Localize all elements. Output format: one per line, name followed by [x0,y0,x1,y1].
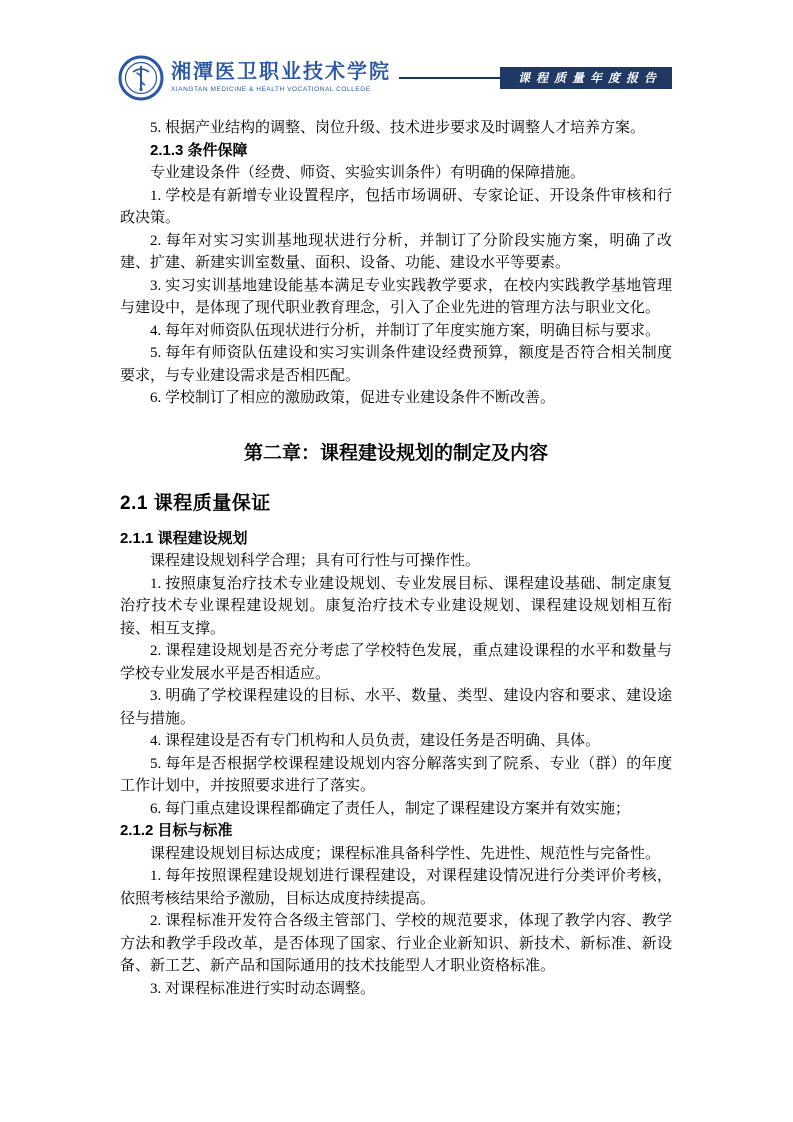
heading: 2.1 课程质量保证 [120,493,271,514]
paragraph: 课程建设规划目标达成度；课程标准具备科学性、先进性、规范性与完备性。 [150,845,661,862]
header-divider-line [399,77,500,79]
paragraph: 5. 每年有师资队伍建设和实习实训条件建设经费预算，额度是否符合相关制度要求，与专业建设需求是否相匹配。 [120,345,672,384]
paragraph: 2. 课程标准开发符合各级主管部门、学校的规范要求，体现了教学内容、教学方法和教学手段改革，是否体现了国家、行业企业新知识、新技术、新标准、新设备、新工艺、新产品和国际通用的技术技能型人才职业资格标准。 [120,913,672,974]
heading: 2.1.1 课程建设规划 [120,529,248,547]
college-logo-icon [118,55,164,101]
paragraph: 1. 按照康复治疗技术专业建设规划、专业发展目标、课程建设基础、制定康复治疗技术专业课程建设规划。康复治疗技术专业建设规划、课程建设规划相互衔接、相互支撑。 [120,575,672,637]
college-name-en: XIANGTAN MEDICINE & HEALTH VOCATIONAL COLLEGE [171,86,371,94]
heading: 2.1.3 条件保障 [150,141,248,159]
paragraph: 3. 对课程标准进行实时动态调整。 [150,980,376,997]
paragraph: 4. 每年对师资队伍现状进行分析，并制订了年度实施方案，明确目标与要求。 [150,322,661,339]
heading: 第二章：课程建设规划的制定及内容 [243,442,548,464]
paragraph: 专业建设条件（经费、师资、实验实训条件）有明确的保障措施。 [150,165,586,181]
page-header [118,55,672,101]
paragraph: 6. 每门重点建设课程都确定了责任人，制定了课程建设方案并有效实施； [150,800,631,817]
paragraph: 课程建设规划科学合理；具有可行性与可操作性。 [150,553,481,569]
paragraph: 1. 学校是有新增专业设置程序，包括市场调研、专家论证、开设条件审核和行政决策。 [120,187,672,226]
report-title-banner: 课程质量年度报告 [500,67,672,89]
paragraph: 5. 根据产业结构的调整、岗位升级、技术进步要求及时调整人才培养方案。 [150,120,646,136]
paragraph: 2. 课程建设规划是否充分考虑了学校特色发展，重点建设课程的水平和数量与学校专业发展水平是否相适应。 [120,643,672,682]
paragraph: 3. 实习实训基地建设能基本满足专业实践教学要求，在校内实践教学基地管理与建设中，是体现了现代职业教育理念，引入了企业先进的管理方法与职业文化。 [120,277,672,316]
paragraph: 3. 明确了学校课程建设的目标、水平、数量、类型、建设内容和要求、建设途径与措施。 [120,688,672,727]
heading: 2.1.2 目标与标准 [120,822,233,839]
paragraph: 6. 学校制订了相应的激励政策，促进专业建设条件不断改善。 [150,390,556,406]
college-name-zh: 湘潭医卫职业技术学院 [171,61,391,84]
paragraph: 1. 每年按照课程建设规划进行课程建设，对课程建设情况进行分类评价考核，依照考核结果给予激励，目标达成度持续提高。 [120,868,672,907]
document-body [120,117,672,1000]
college-name-block [171,61,391,95]
paragraph: 5. 每年是否根据学校课程建设规划内容分解落实到了院系、专业（群）的年度工作计划中，并按照要求进行了落实。 [120,755,672,794]
paragraph: 2. 每年对实习实训基地现状进行分析，并制订了分阶段实施方案，明确了改建、扩建、新建实训室数量、面积、设备、功能、建设水平等要素。 [120,232,672,271]
paragraph: 4. 课程建设是否有专门机构和人员负责，建设任务是否明确、具体。 [150,733,601,749]
